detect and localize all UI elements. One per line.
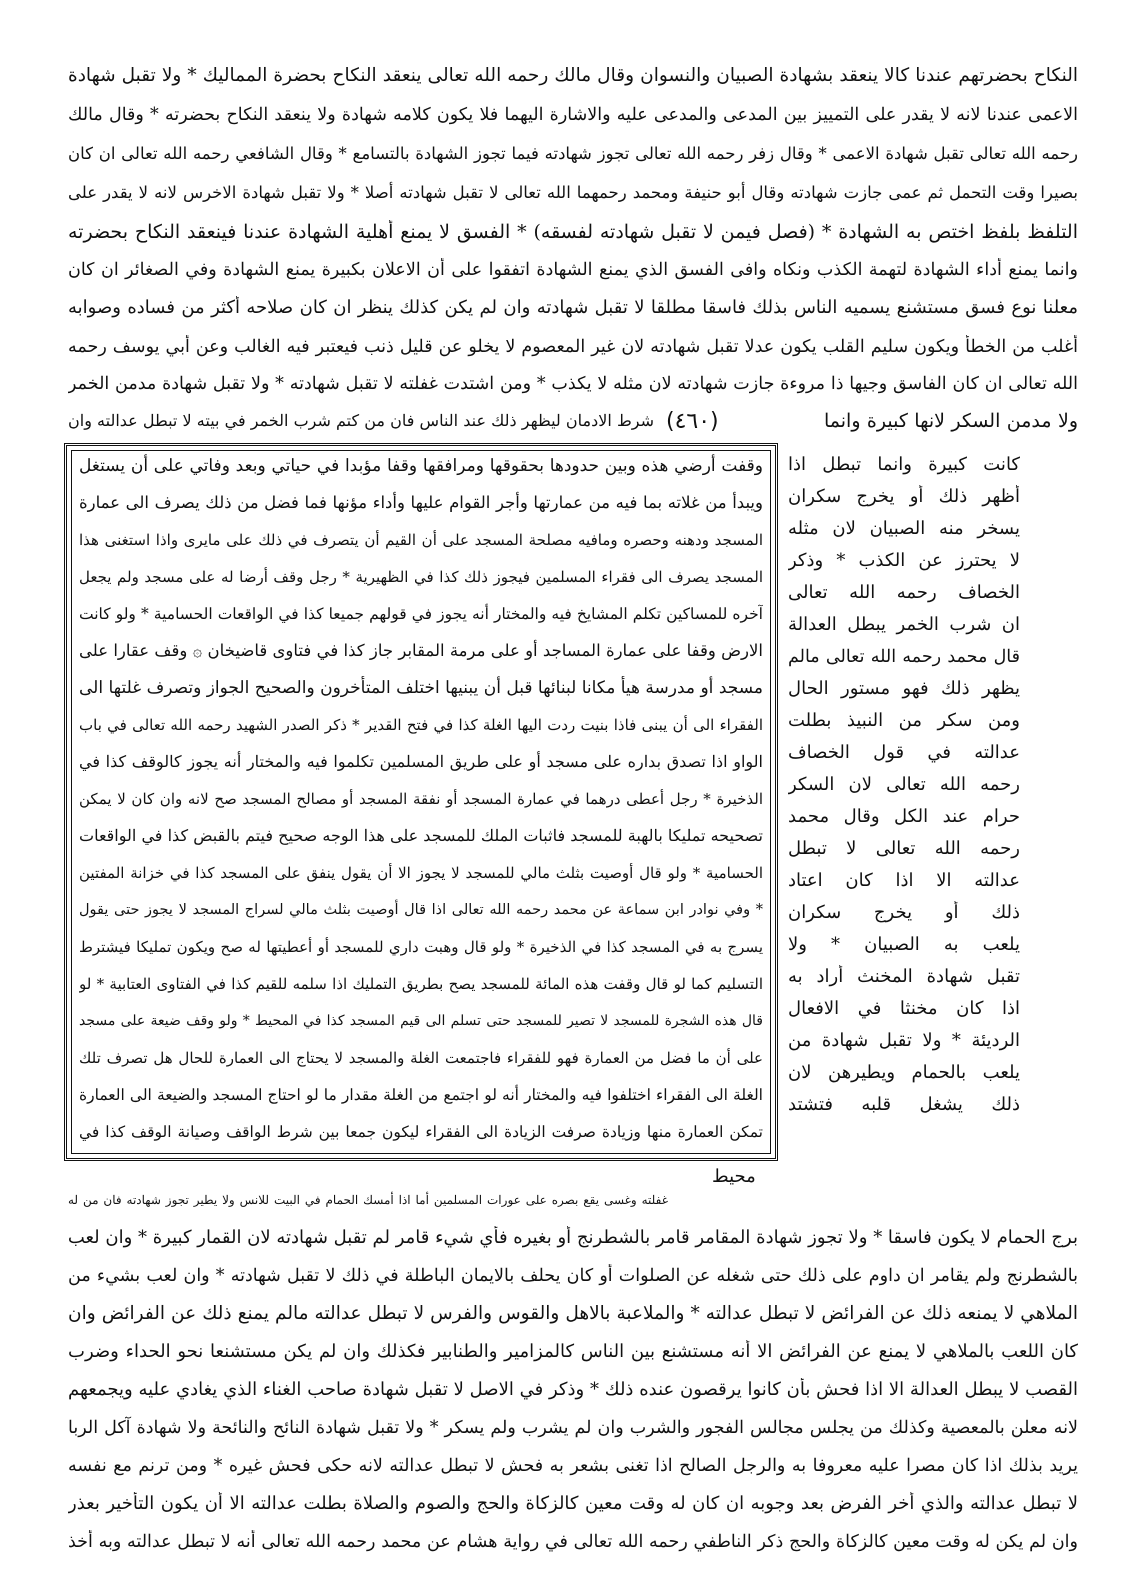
text-line: النكاح بحضرتهم عندنا كالا ينعقد بشهادة الصبيان والنسوان وقال مالك رحمه الله تعالى ينعقد النكاح بحضرة المماليك * ولا تقبل شهادة [68, 65, 1078, 86]
side-line: عدالته الا اذا كان اعتاد [788, 870, 1020, 891]
box-line: المسجد يصرف الى فقراء المسلمين فيجوز ذلك كذا في الظهيرية * رجل وقف أرضا له على مسجد ولم يجعل [79, 568, 763, 586]
box-line: الفقراء الى أن يبنى فاذا بنيت ردت اليها الغلة كذا في فتح القدير * ذكر الصدر الشهيد رحمه الله تعالى في باب [79, 716, 763, 734]
side-line: الخصاف رحمه الله تعالى [788, 582, 1020, 603]
box-line: ويبدأ من غلاته بما فيه من عمارتها وأجر القوام عليها وأداء مؤنها فما فضل من ذلك يصرف الى عمارة [79, 493, 763, 512]
box-line: قال هذه الشجرة للمسجد لا تصير للمسجد حتى تسلم الى قيم المسجد كذا في المحيط * ولو وقف ضيعة على مسجد [79, 1013, 763, 1029]
side-line: اذا كان مخنثا في الافعال [788, 998, 1020, 1019]
side-line: ومن سكر من النبيذ بطلت [788, 710, 1020, 731]
box-line: مسجد أو مدرسة هيأ مكانا لبنائها قبل أن يبنيها اختلف المتأخرون والصحيح الجواز وتصرف غلتها الى [79, 678, 763, 698]
text-line: الاعمى عندنا لانه لا يقدر على التمييز بين المدعى والمدعى عليه والاشارة اليهما فلا يكون كلامه شهادة ولا ينعقد النكاح بحضرته * وقال مالك [68, 105, 1078, 125]
side-line: أظهر ذلك أو يخرج سكران [788, 486, 1020, 507]
side-line: يلعب بالحمام ويطيرهن لان [788, 1062, 1020, 1083]
side-line: رحمه الله تعالى لا تبطل [788, 838, 1020, 859]
box-line: الغلة الى الفقراء اختلفوا فيه والمختار أنه لو اجتمع من الغلة مقدار ما لو احتاج المسجد والضيعة الى العمارة [79, 1086, 763, 1104]
page-number: (٤٦٠) [666, 409, 719, 434]
side-line: حرام عند الكل وقال محمد [788, 806, 1020, 827]
side-line: رحمه الله تعالى لان السكر [788, 774, 1020, 795]
text-line: بصيرا وقت التحمل ثم عمى جازت شهادته وقال أبو حنيفة ومحمد رحمهما الله تعالى لا تقبل شهادته أصلا * ولا تقبل شهادة الاخرس لانه لا يقدر على [68, 183, 1078, 202]
box-line: يسرج به في المسجد كذا في الذخيرة * ولو قال وهبت داري للمسجد أو أعطيتها له صح ويكون تمليكا فيشترط [79, 938, 763, 956]
box-line: الذخيرة * رجل أعطى درهما في عمارة المسجد أو نفقة المسجد أو مصالح المسجد صح لانه وان كان لا يمكن [79, 790, 763, 808]
text-line: التلفظ بلفظ اختص به الشهادة * (فصل فيمن لا تقبل شهادته لفسقه) * الفسق لا يمنع أهلية الشهادة عندنا فينعقد النكاح بحضرته [68, 221, 1078, 243]
side-line: لا يحترز عن الكذب * وذكر [788, 550, 1020, 571]
side-line: ان شرب الخمر يبطل العدالة [788, 614, 1020, 635]
side-line: الرديئة * ولا تقبل شهادة من [788, 1030, 1020, 1051]
text-line: برج الحمام لا يكون فاسقا * ولا تجوز شهادة المقامر قامر بالشطرنج أو بغيره فأي شيء قامر لم تقبل شهادته لان القمار كبيرة * وان لعب [68, 1227, 1078, 1248]
box-line: تمكن العمارة منها وزيادة صرفت الزيادة الى الفقراء ليكون جمعا بين شرط الواقف وصيانة الوقف كذا في [79, 1123, 763, 1141]
framed-text-box [64, 443, 778, 1161]
box-line: الواو اذا تصدق بداره على مسجد أو على طريق المسلمين تكلموا فيه والمختار أنه يجوز كالوقف كذا في [79, 752, 763, 771]
text-line: بالشطرنج ولم يقامر ان داوم على ذلك حتى شغله عن الصلوات أو كان يحلف بالايمان الباطلة في ذلك لا تقبل شهادته * وان لعب بشيء من [68, 1266, 1078, 1286]
side-line: ذلك يشغل قلبه فتشتد [788, 1094, 1020, 1115]
side-line: عدالته في قول الخصاف [788, 742, 1020, 763]
box-line: على أن ما فضل من العمارة فهو للفقراء فاجتمعت الغلة والمسجد لا يحتاج الى العمارة للحال هل تصرف تلك [79, 1049, 763, 1067]
text-line: يريد بذلك اذا كان مصرا عليه معروفا به والرجل الصالح اذا تغنى بشعر به فحش لا تبطل عدالته لانه حكى فحش غيره * ومن ترنم مع نفسه [68, 1456, 1078, 1476]
side-line: كانت كبيرة وانما تبطل اذا [788, 454, 1020, 475]
text-line: لانه معلن بالمعصية وكذلك من يجلس مجالس الفجور والشرب وان لم يشرب ولم يسكر * ولا تقبل شهادة النائح والنائحة ولا شهادة آكل الربا [68, 1418, 1078, 1438]
box-line: المسجد ودهنه وحصره ومافيه مصلحة المسجد على أن القيم أن يتصرف في ذلك على مايرى واذا استغنى هذا [79, 531, 763, 549]
text-line: القصب لا يبطل العدالة الا اذا فحش بأن كانوا يرقصون عنده ذلك * وذكر في الاصل لا تقبل شهادة صاحب الغناء الذي يغادي عليه ويجمعهم [68, 1379, 1078, 1400]
source-label: محيط [712, 1166, 756, 1187]
text-line: رحمه الله تعالى تقبل شهادة الاعمى * وقال زفر رحمه الله تعالى تجوز شهادته فيما تجوز الشهادة بالتسامع * وقال الشافعي رحمه الله تعالى ان كان [68, 144, 1078, 163]
box-line: الحسامية * ولو قال أوصيت بثلث مالي للمسجد لا يجوز الا أن يقول ينفق على المسجد كذا في خزانة المفتين [79, 864, 763, 882]
side-line: يظهر ذلك فهو مستور الحال [788, 678, 1020, 699]
text-line: وانما يمنع أداء الشهادة لتهمة الكذب ونكاه وافى الفسق الذي يمنع الشهادة اتفقوا على أن الاعلان بكبيرة يمنع الشهادة وفي الصغائر ان كان [68, 260, 1078, 280]
side-line: تقبل شهادة المخنث أراد به [788, 966, 1020, 987]
box-line: التسليم كما لو قال وقفت هذه المائة للمسجد يصح بطريق التمليك اذا سلمه للقيم كذا في الفتاوى العتابية * لو [79, 975, 763, 993]
text-line-right-segment: ولا مدمن السكر لانها كبيرة وانما [824, 410, 1078, 432]
text-line-left-segment: شرط الادمان ليظهر ذلك عند الناس فان من كتم شرب الخمر في بيته لا تبطل عدالته وان [68, 411, 654, 430]
text-line: الملاهي لا يمنعه ذلك عن الفرائض لا تبطل عدالته * والملاعبة بالاهل والقوس والفرس لا تبطل عدالته مالم يمنع ذلك عن الفرائض وان [68, 1303, 1078, 1324]
box-line: * وفي نوادر ابن سماعة عن محمد رحمه الله تعالى اذا قال أوصيت بثلث مالي لسراج المسجد لا يجوز حتى يقول [79, 902, 763, 918]
side-line: قال محمد رحمه الله تعالى مالم [788, 647, 1020, 667]
text-line: كان اللعب بالملاهي لا يمنع عن الفرائض الا أنه مستشنع بين الناس كالمزامير والطنابير فكذلك وان لم يكن مستشنعا نحو الحداء وضرب [68, 1341, 1078, 1362]
box-line: وقفت أرضي هذه وبين حدودها بحقوقها ومرافقها وقفا مؤبدا في حياتي وبعد وفاتي على أن يستغل [79, 456, 763, 476]
box-line: آخره للمساكين تكلم المشايخ فيه والمختار أنه يجوز في قولهم جميعا كذا في الواقعات الحسامية * ولو كانت [79, 605, 763, 623]
text-line: لا تبطل عدالته والذي أخر الفرض بعد وجوبه ان كان له وقت معين كالزكاة والحج والصوم والصلاة بطلت عدالته الا أن يكون التأخير بعذر [68, 1493, 1078, 1514]
text-line: وان لم يكن له وقت معين كالزكاة والحج ذكر الناطفي رحمه الله تعالى في رواية هشام عن محمد رحمه الله تعالى أنه لا تبطل عدالته وبه أخذ [68, 1532, 1078, 1552]
text-line: غفلته وغسى يقع بصره على عورات المسلمين أما اذا أمسك الحمام في البيت للانس ولا يطير تجوز شهادته فان من له [68, 1193, 668, 1207]
text-line: معلنا نوع فسق مستشنع يسميه الناس بذلك فاسقا مطلقا لا تقبل شهادته وان لم يكن كذلك ينظر ان كان صلاحه أكثر من فساده وصوابه [68, 297, 1078, 318]
side-line: ذلك أو يخرج سكران [788, 902, 1020, 923]
side-line: يسخر منه الصبيان لان مثله [788, 518, 1020, 539]
box-line: تصحيحه تمليكا بالهبة للمسجد فاثبات الملك للمسجد على هذا الوجه صحيح فيتم بالقبض كذا في الواقعات [79, 826, 763, 845]
text-line: أغلب من الخطأ ويكون سليم القلب يكون عدلا تقبل شهادته لان غير المعصوم لا يخلو عن قليل ذنب فيعتبر فيه الغالب وعن أبي يوسف رحمه [68, 337, 1078, 357]
box-line: الارض وقفا على عمارة المساجد أو على مرمة المقابر جاز كذا في فتاوى قاضيخان ۞ وقف عقارا على [79, 641, 763, 660]
text-line: الله تعالى ان كان الفاسق وجيها ذا مروءة جازت شهادته لان مثله لا يكذب * ومن اشتدت غفلته لا تقبل شهادته * ولا تقبل شهادة مدمن الخمر [68, 374, 1078, 394]
side-line: يلعب به الصبيان * ولا [788, 934, 1020, 955]
